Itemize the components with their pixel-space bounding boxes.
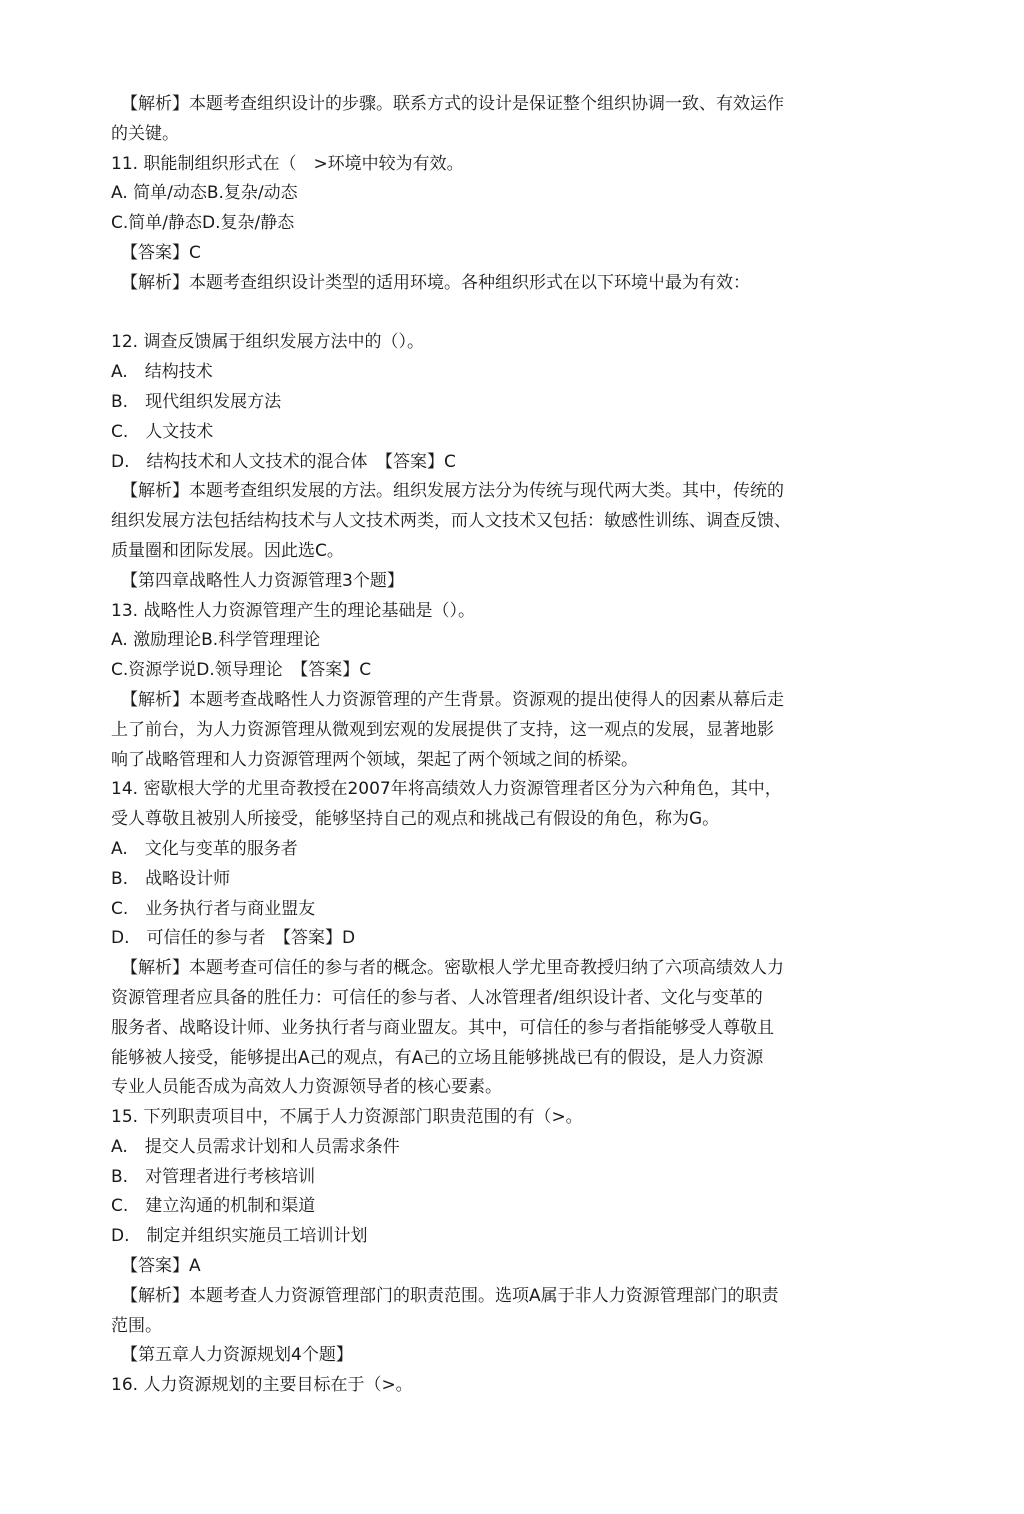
option-a: A. 文化与变革的服务者 xyxy=(111,838,298,859)
analysis-text: 质量圈和团际发展。因此选C。 xyxy=(111,540,344,561)
analysis-text: 专业人员能否成为高效人力资源领导者的核心要素。 xyxy=(111,1077,502,1098)
option-d: D. 结构技术和人文技术的混合体 【答案】C xyxy=(111,451,456,472)
options-line: A. 简单/动态B.复杂/动态 xyxy=(111,183,298,204)
chapter-heading: 【第四章战略性人力资源管理3个题】 xyxy=(121,570,404,591)
analysis-text: 服务者、战略设计师、业务执行者与商业盟友。其中，可信任的参与者指能够受人尊敬且 xyxy=(111,1017,774,1038)
question-15: 15. 下列职责项目中，不属于人力资源部门职贵范围的有（>。 xyxy=(111,1107,583,1128)
chapter-heading: 【第五章人力资源规划4个题】 xyxy=(121,1345,353,1366)
analysis-text: 【解析】本题考查可信任的参与者的概念。密歇根人学尤里奇教授归纳了六项高绩效人力 xyxy=(121,958,784,979)
analysis-text: 范围。 xyxy=(111,1315,162,1336)
answer-line: 【答案】A xyxy=(121,1256,201,1277)
question-14-cont: 受人尊敬且被别人所接受，能够坚持自己的观点和挑战己有假设的角色，称为G。 xyxy=(111,809,720,830)
blank-line xyxy=(111,299,881,329)
analysis-text: 【解析】本题考查组织设计的步骤。联系方式的设计是保证整个组织协调一致、有效运作 xyxy=(121,94,784,114)
option-a: A. 提交人员需求计划和人员需求条件 xyxy=(111,1136,400,1157)
document-page xyxy=(111,90,881,1401)
option-a: A. 结构技术 xyxy=(111,362,213,383)
analysis-text: 组织发展方法包括结构技术与人文技术两类，而人文技术又包括：敏感性训练、调查反馈、 xyxy=(111,511,791,532)
options-line: A. 激励理论B.科学管理理论 xyxy=(111,630,321,651)
option-c: C. 业务执行者与商业盟友 xyxy=(111,898,316,919)
analysis-text: 上了前台，为人力资源管理从微观到宏观的发展提供了支持，这一观点的发展，显著地影 xyxy=(111,719,774,740)
analysis-text: 【解析】本题考查组织发展的方法。组织发展方法分为传统与现代两大类。其中，传统的 xyxy=(121,481,784,502)
options-line: C.资源学说D.领导理论 【答案】C xyxy=(111,660,372,681)
question-12: 12. 调查反馈属于组织发展方法中的（）。 xyxy=(111,332,424,353)
analysis-text: 的关键。 xyxy=(111,123,179,144)
question-16: 16. 人力资源规划的主要目标在于（>。 xyxy=(111,1375,413,1396)
answer-line: 【答案】C xyxy=(121,242,201,263)
analysis-text: 能够被人接受，能够提出A己的观点，有A己的立场且能够挑战已有的假设，是人力资源 xyxy=(111,1047,764,1068)
analysis-text: 响了战略管理和人力资源管理两个领域，架起了两个领域之间的桥梁。 xyxy=(111,749,638,770)
option-b: B. 对管理者进行考核培训 xyxy=(111,1166,316,1187)
option-b: B. 战略设计师 xyxy=(111,868,231,889)
question-13: 13. 战略性人力资源管理产生的理论基础是（）。 xyxy=(111,600,475,621)
option-d: D. 制定并组织实施员工培训计划 xyxy=(111,1226,368,1247)
analysis-text: 资源管理者应具备的胜任力：可信任的参与者、人冰管理者/组织设计者、文化与变革的 xyxy=(111,987,763,1008)
analysis-text: 【解析】本题考查组织设计类型的适用环境。各种组织形式在以下环境屮最为有效： xyxy=(121,272,750,293)
option-d: D. 可信任的参与者 【答案】D xyxy=(111,928,356,949)
question-14: 14. 密歇根大学的尤里奇教授在2007年将高绩效人力资源管理者区分为六种角色，其中， xyxy=(111,779,782,800)
question-11: 11. 职能制组织形式在（ >环境中较为有效。 xyxy=(111,153,464,174)
analysis-text: 【解析】本题考查人力资源管理部门的职责范围。选项A属于非人力资源管理部门的职责 xyxy=(121,1285,779,1306)
option-c: C. 人文技术 xyxy=(111,421,214,442)
options-line: C.简单/静态D.复杂/静态 xyxy=(111,213,295,234)
analysis-text: 【解析】本题考查战略性人力资源管理的产生背景。资源观的提出使得人的因素从幕后走 xyxy=(121,689,784,710)
option-b: B. 现代组织发展方法 xyxy=(111,391,282,412)
option-c: C. 建立沟通的机制和渠道 xyxy=(111,1196,316,1217)
